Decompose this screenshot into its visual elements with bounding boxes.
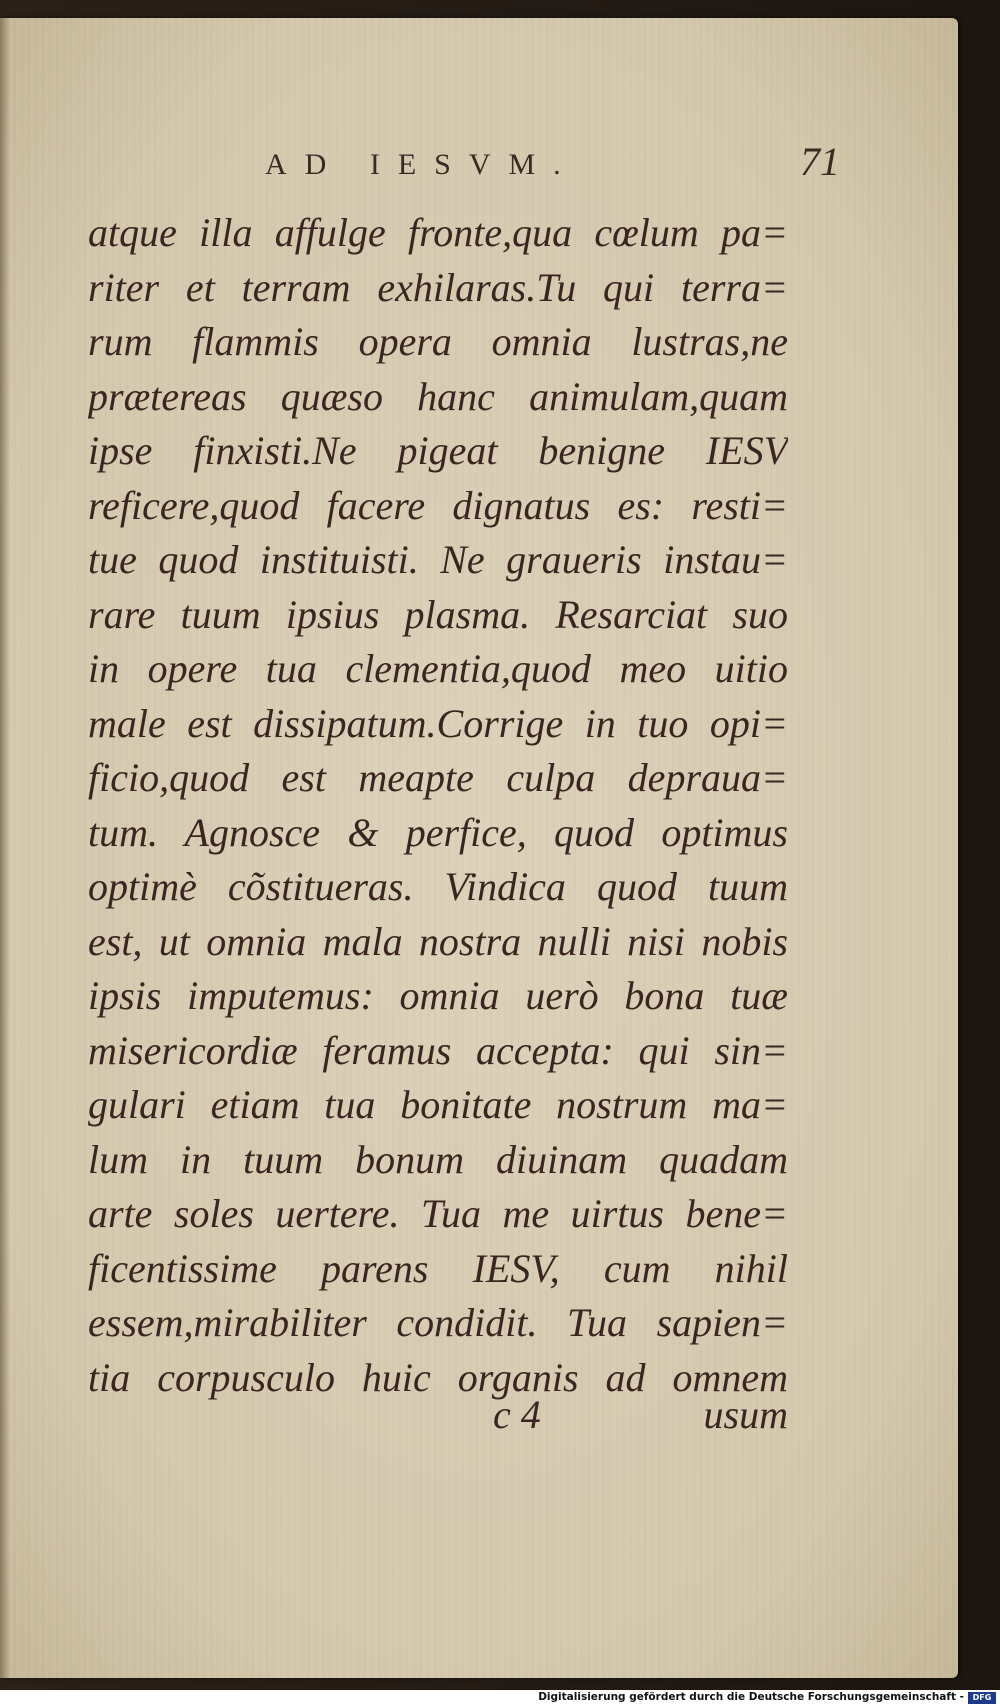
text-line: ficentissime parens IESV, cum nihil <box>88 1245 788 1291</box>
text-line: ficio,quod est meapte culpa deprauа= <box>88 755 788 800</box>
footer-bar <box>0 1690 1000 1706</box>
dfg-logo-icon: DFG <box>968 1692 996 1704</box>
text-line: reficere,quod facere dignatus es: resti= <box>88 482 788 528</box>
text-line: prætereas quæso hanc animulam,quam <box>88 373 788 419</box>
text-line: rare tuum ipsius plasma. Resarciat suo <box>88 591 788 637</box>
text-line: essem,mirabiliter condidit. Tua sapien= <box>88 1300 788 1345</box>
page-number: 71 <box>800 139 840 184</box>
page-header <box>90 138 850 198</box>
text-line: est, ut omnia mala nostra nulli nisi nobis <box>88 918 788 964</box>
signature-mark: c 4 <box>493 1392 541 1437</box>
book-page <box>0 18 958 1678</box>
text-line: atque illa affulge fronte,qua cœlum pa= <box>88 210 788 255</box>
text-line: ipsis imputemus: omnia uerò bona tuæ <box>88 973 788 1018</box>
signature-line <box>88 1388 788 1442</box>
footer-credit: Digitalisierung gefördert durch die Deutsche Forschungsgemeinschaft - <box>538 1691 964 1703</box>
text-line: male est dissipatum.Corrige in tuo opi= <box>88 700 788 746</box>
text-line: in opere tua clementia,quod meo uitio <box>88 646 788 691</box>
text-line: misericordiæ feramus accepta: qui sin= <box>88 1027 788 1073</box>
running-head: AD IESVM. <box>265 148 579 181</box>
body-text <box>88 206 788 1405</box>
text-line: lum in tuum bonum diuinam quadam <box>88 1136 788 1182</box>
text-line: optimè cõstitueras. Vindica quod tuum <box>88 864 788 909</box>
text-line: ipse finxisti.Ne pigeat benigne IESV <box>88 428 788 473</box>
text-line: gulari etiam tua bonitate nostrum ma= <box>88 1082 788 1127</box>
text-line: rum flammis opera omnia lustras,ne <box>88 319 788 364</box>
text-line: tia corpusculo huic organis ad omnem <box>88 1354 788 1400</box>
catchword: usum <box>703 1392 788 1437</box>
text-line: riter et terram exhilaras.Tu qui terra= <box>88 264 788 310</box>
text-line: arte soles uertere. Tua me uirtus bene= <box>88 1191 788 1236</box>
text-line: tue quod instituisti. Ne graueris instau= <box>88 537 788 582</box>
text-line: tum. Agnosce & perfice, quod optimus <box>88 809 788 855</box>
